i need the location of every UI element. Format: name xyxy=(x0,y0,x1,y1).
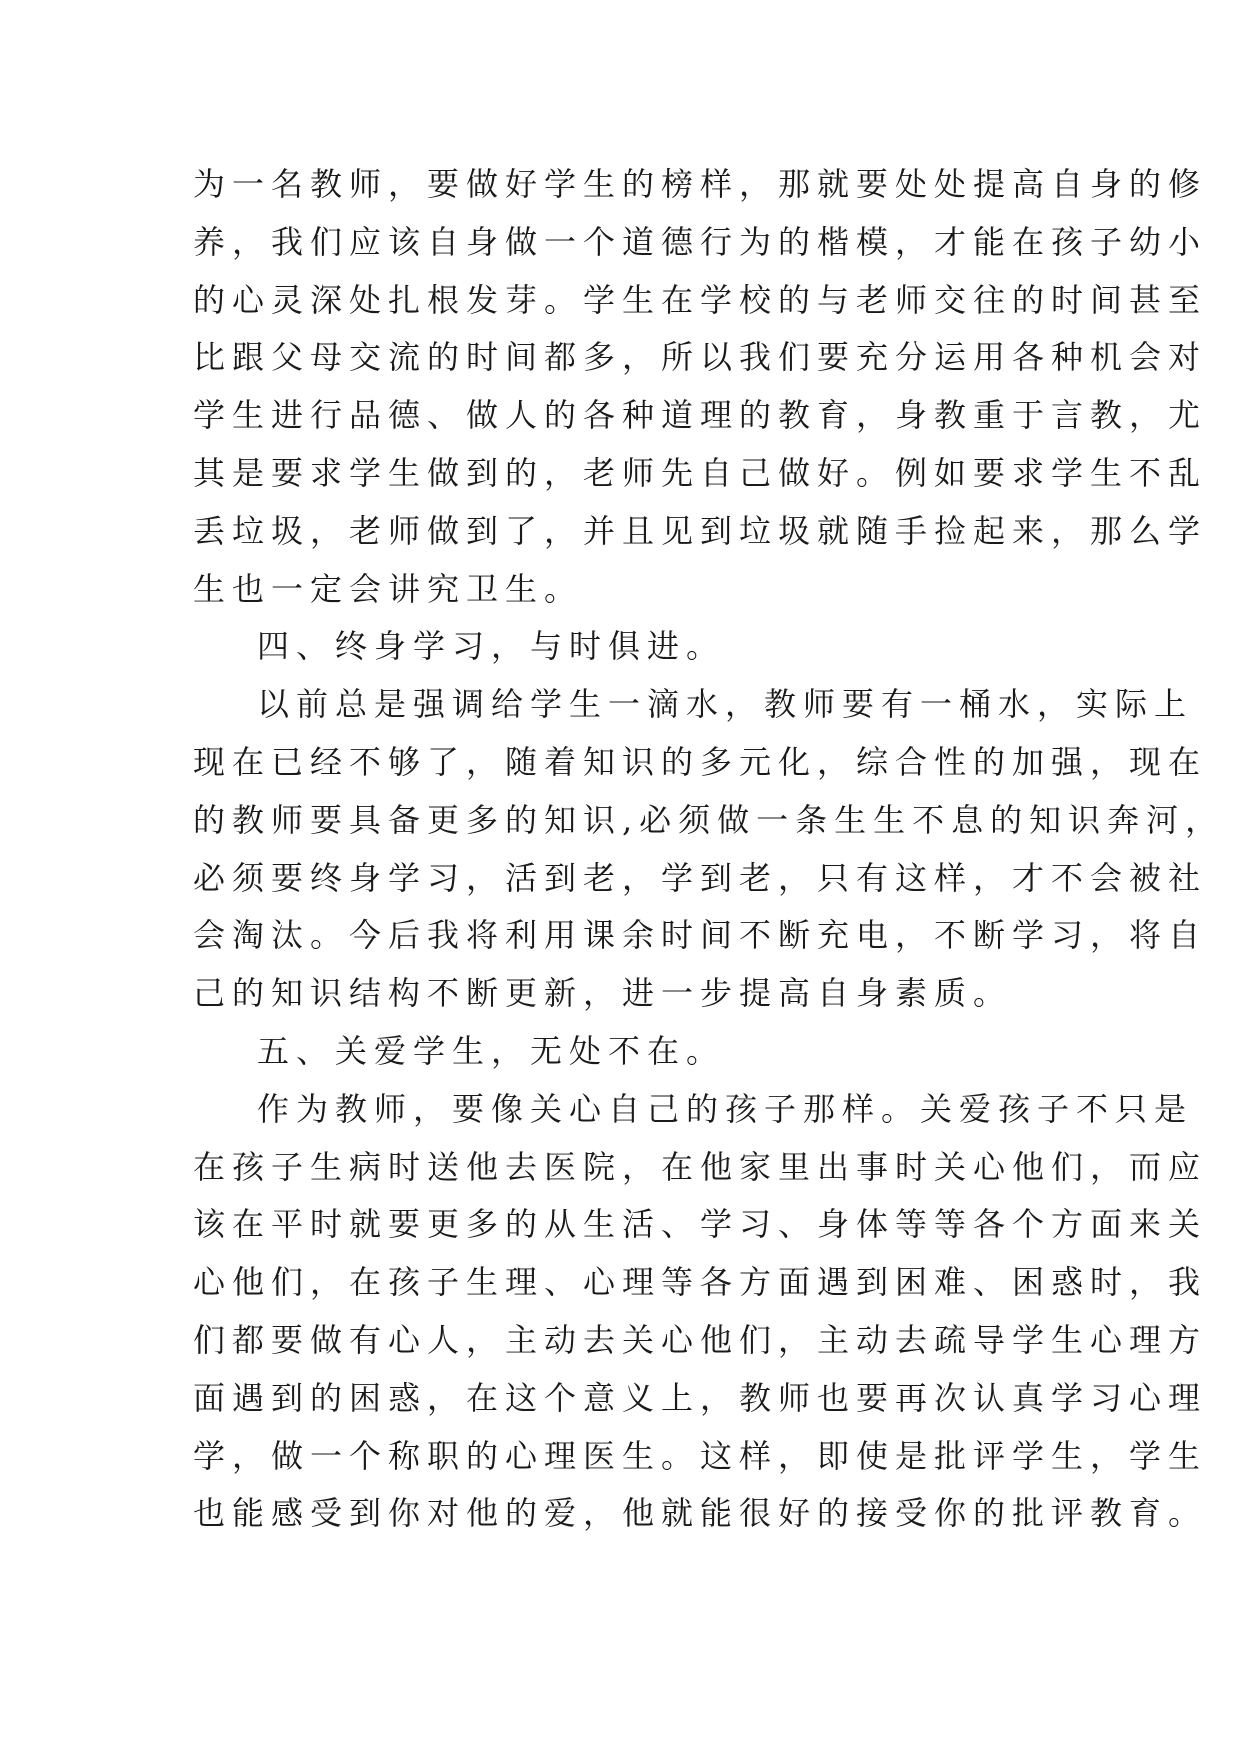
text-line: 的教师要具备更多的知识,必须做一条生生不息的知识奔河， xyxy=(193,800,1225,839)
text-line: 该在平时就要更多的从生活、学习、身体等等各个方面来关 xyxy=(193,1205,1208,1244)
text-line: 其是要求学生做到的，老师先自己做好。例如要求学生不乱 xyxy=(193,453,1208,492)
text-line: 们都要做有心人，主动去关心他们，主动去疏导学生心理方 xyxy=(193,1320,1208,1359)
text-line: 必须要终身学习，活到老，学到老，只有这样，才不会被社 xyxy=(193,858,1208,897)
text-line: 也能感受到你对他的爱，他就能很好的接受你的批评教育。 xyxy=(193,1494,1208,1533)
text-line: 会淘汰。今后我将利用课余时间不断充电，不断学习，将自 xyxy=(193,916,1208,955)
text-line: 作为教师，要像关心自己的孩子那样。关爱孩子不只是 xyxy=(257,1089,1194,1128)
text-line: 学，做一个称职的心理医生。这样，即使是批评学生，学生 xyxy=(193,1436,1208,1475)
document-body xyxy=(193,156,1225,1543)
text-line: 比跟父母交流的时间都多，所以我们要充分运用各种机会对 xyxy=(193,338,1208,377)
text-line: 为一名教师，要做好学生的榜样，那就要处处提高自身的修 xyxy=(193,165,1208,203)
text-line: 在孩子生病时送他去医院，在他家里出事时关心他们，而应 xyxy=(193,1147,1208,1186)
text-line: 学生进行品德、做人的各种道理的教育，身教重于言教，尤 xyxy=(193,396,1208,435)
text-line: 面遇到的困惑，在这个意义上，教师也要再次认真学习心理 xyxy=(193,1378,1208,1417)
text-line: 生也一定会讲究卫生。 xyxy=(193,569,584,608)
text-line: 以前总是强调给学生一滴水，教师要有一桶水，实际上 xyxy=(257,685,1194,724)
text-line: 现在已经不够了，随着知识的多元化，综合性的加强，现在 xyxy=(193,742,1208,781)
text-line: 养，我们应该自身做一个道德行为的楷模，才能在孩子幼小 xyxy=(193,222,1208,261)
text-line: 四、终身学习，与时俱进。 xyxy=(257,627,726,666)
text-line: 的心灵深处扎根发芽。学生在学校的与老师交往的时间甚至 xyxy=(193,280,1208,319)
text-line: 己的知识结构不断更新，进一步提高自身素质。 xyxy=(193,974,1013,1013)
text-line: 丢垃圾，老师做到了，并且见到垃圾就随手捡起来，那么学 xyxy=(193,511,1208,550)
text-line: 五、关爱学生，无处不在。 xyxy=(257,1031,726,1070)
text-line: 心他们，在孩子生理、心理等各方面遇到困难、困惑时，我 xyxy=(193,1263,1208,1302)
